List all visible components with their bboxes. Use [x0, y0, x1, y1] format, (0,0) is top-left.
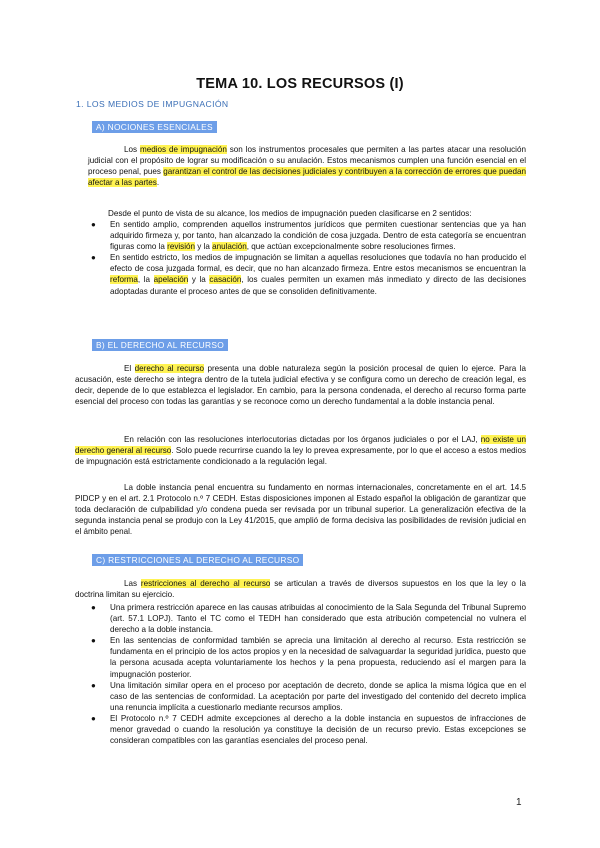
list-item [88, 602, 526, 635]
text: y la [188, 275, 210, 285]
highlight: derecho al recurso [134, 364, 205, 373]
text: Una primera restricción aparece en las causas atribuidas al conocimiento de la Sala Segunda del Tribunal Supremo (art. 57.1 LOPJ). Tanto el TC como el TEDH han considerado que esta atribución competencial no vulnera el derecho a la doble instancia. [110, 603, 526, 635]
list-item [88, 219, 526, 252]
page-number: 1 [516, 797, 522, 808]
bullet-icon: ● [91, 636, 96, 646]
text: y la [195, 242, 213, 252]
bullet-icon: ● [91, 253, 96, 263]
subsection-c-label: C) RESTRICCIONES AL DERECHO AL RECURSO [92, 554, 303, 566]
section-heading-medios: 1. LOS MEDIOS DE IMPUGNACIÓN [76, 99, 229, 109]
text: La doble instancia penal encuentra su fundamento en normas internacionales, concretamente en el art. 14.5 PIDCP y en el art. 2.1 Protocolo n.º 7 CEDH. Estas disposiciones imponen al Estado español la obligación de garantizar que toda declaración de culpabilidad y/o condena pueda ser revisada por un tribunal superior. La generalización efectiva de la segunda instancia penal se produjo con la Ley 41/2015, que amplió de forma decisiva las posibilidades de revisión judicial en el ámbito penal. [75, 483, 526, 537]
subsection-heading-a [88, 121, 222, 133]
list-item [88, 680, 526, 713]
highlight: casación [209, 275, 242, 285]
text: El Protocolo n.º 7 CEDH admite excepciones al derecho a la doble instancia en supuestos de infracciones de menor gravedad o cuando la resolución ya constituye la decisión de un recurso previo. Estas excepciones se consideran compatibles con las garantías esenciales del proceso penal. [110, 713, 526, 746]
page-title: TEMA 10. LOS RECURSOS (I) [196, 76, 404, 92]
highlight: reforma [110, 275, 138, 285]
highlight: apelación [153, 275, 189, 285]
highlight: restricciones al derecho al recurso [140, 579, 271, 588]
bullet-icon: ● [91, 680, 96, 690]
text: Los [124, 145, 140, 154]
text: presenta una doble naturaleza según la posición procesal de quien lo ejerce. Para la acusación, este derecho se integra dentro de la tutela judicial efectiva y se configura como un derecho de creación legal, es decir, depende de lo que establezca el legislador. En cambio, para la persona condenada, el derecho al recurso forma parte esencial del proceso con todas las garantías y se reconoce como un derecho fundamental a la doble instancia penal. [75, 364, 526, 407]
bullet-list-c [88, 602, 526, 746]
paragraph-b2 [75, 434, 526, 467]
list-item [88, 252, 526, 296]
paragraph-a2 [88, 208, 526, 219]
text: son los instrumentos procesales que permiten a las partes atacar una resolución judicial con el propósito de lograr su modificación o su anulación. Estos mecanismos cumplen una función esencial en el proceso penal, pues [88, 145, 526, 177]
text: , que actúan excepcionalmente sobre resoluciones firmes. [246, 242, 456, 252]
subsection-b-label: B) EL DERECHO AL RECURSO [92, 339, 228, 351]
bullet-icon: ● [91, 713, 96, 723]
text: En sentido amplio, comprenden aquellos instrumentos jurídicos que permiten cuestionar sentencias que ya han adquirido firmeza y, por tanto, han alcanzado la condición de cosa juzgada. Dentro de esta categoría se encuentran figuras como la [110, 220, 526, 252]
highlight: medios de impugnación [139, 145, 227, 154]
highlight: anulación [212, 242, 247, 252]
text: En las sentencias de conformidad también se aprecia una limitación al derecho al recurso. Esta restricción se fundamenta en el principio de los actos propios y en la necesidad de salvaguardar la seguridad jurídica, puesto que la persona acusada acepta voluntariamente los hechos y la pena propuesta, reduciendo así el margen para la impugnación posterior. [110, 636, 526, 679]
bullet-icon: ● [91, 603, 96, 612]
bullet-list-a [88, 219, 526, 297]
text: , la [137, 275, 154, 285]
list-item [88, 635, 526, 679]
paragraph-a1 [88, 144, 526, 188]
paragraph-b3 [75, 482, 526, 537]
text: En relación con las resoluciones interlocutorias dictadas por los órganos judiciales o por el LAJ, [124, 435, 481, 444]
paragraph-b1 [75, 363, 526, 407]
bullet-icon: ● [91, 220, 96, 229]
highlight: garantizan el control de las decisiones judiciales y contribuyen a la corrección de errores que puedan afectar a las partes [88, 167, 526, 188]
subsection-a-label: A) NOCIONES ESENCIALES [92, 121, 217, 133]
highlight: no existe un derecho general al recurso [75, 435, 526, 456]
text: Las [124, 579, 141, 588]
text: En sentido estricto, los medios de impugnación se limitan a aquellas resoluciones que todavía no han producido el efecto de cosa juzgada formal, es decir, que no han alcanzado firmeza. Entre estos mecanismos se encuentran la [110, 253, 526, 274]
text: Desde el punto de vista de su alcance, los medios de impugnación pueden clasificarse en 2 sentidos: [108, 209, 472, 218]
text: . Solo puede recurrirse cuando la ley lo prevea expresamente, por lo que el acceso a estos medios de impugnación está estrictamente condicionado a la regulación legal. [75, 446, 526, 467]
list-item [88, 713, 526, 746]
subsection-heading-b [88, 339, 233, 351]
text: Una limitación similar opera en el proceso por aceptación de decreto, donde se aplica la misma lógica que en el caso de las sentencias de conformidad. La aceptación por parte del investigado del contenido del decreto implica una renuncia implícita a cuestionarlo mediante recursos amplios. [110, 680, 526, 712]
subsection-heading-c [88, 554, 308, 566]
text: . [156, 178, 160, 188]
text: se articulan a través de diversos supuestos en los que la ley o la doctrina limitan su ejercicio. [75, 579, 526, 600]
paragraph-c1 [75, 578, 526, 600]
highlight: revisión [167, 242, 196, 252]
text: , los cuales permiten un examen más inmediato y directo de las decisiones adoptadas durante el proceso antes de que se consoliden definitivamente. [110, 275, 527, 296]
text: El [124, 364, 135, 373]
